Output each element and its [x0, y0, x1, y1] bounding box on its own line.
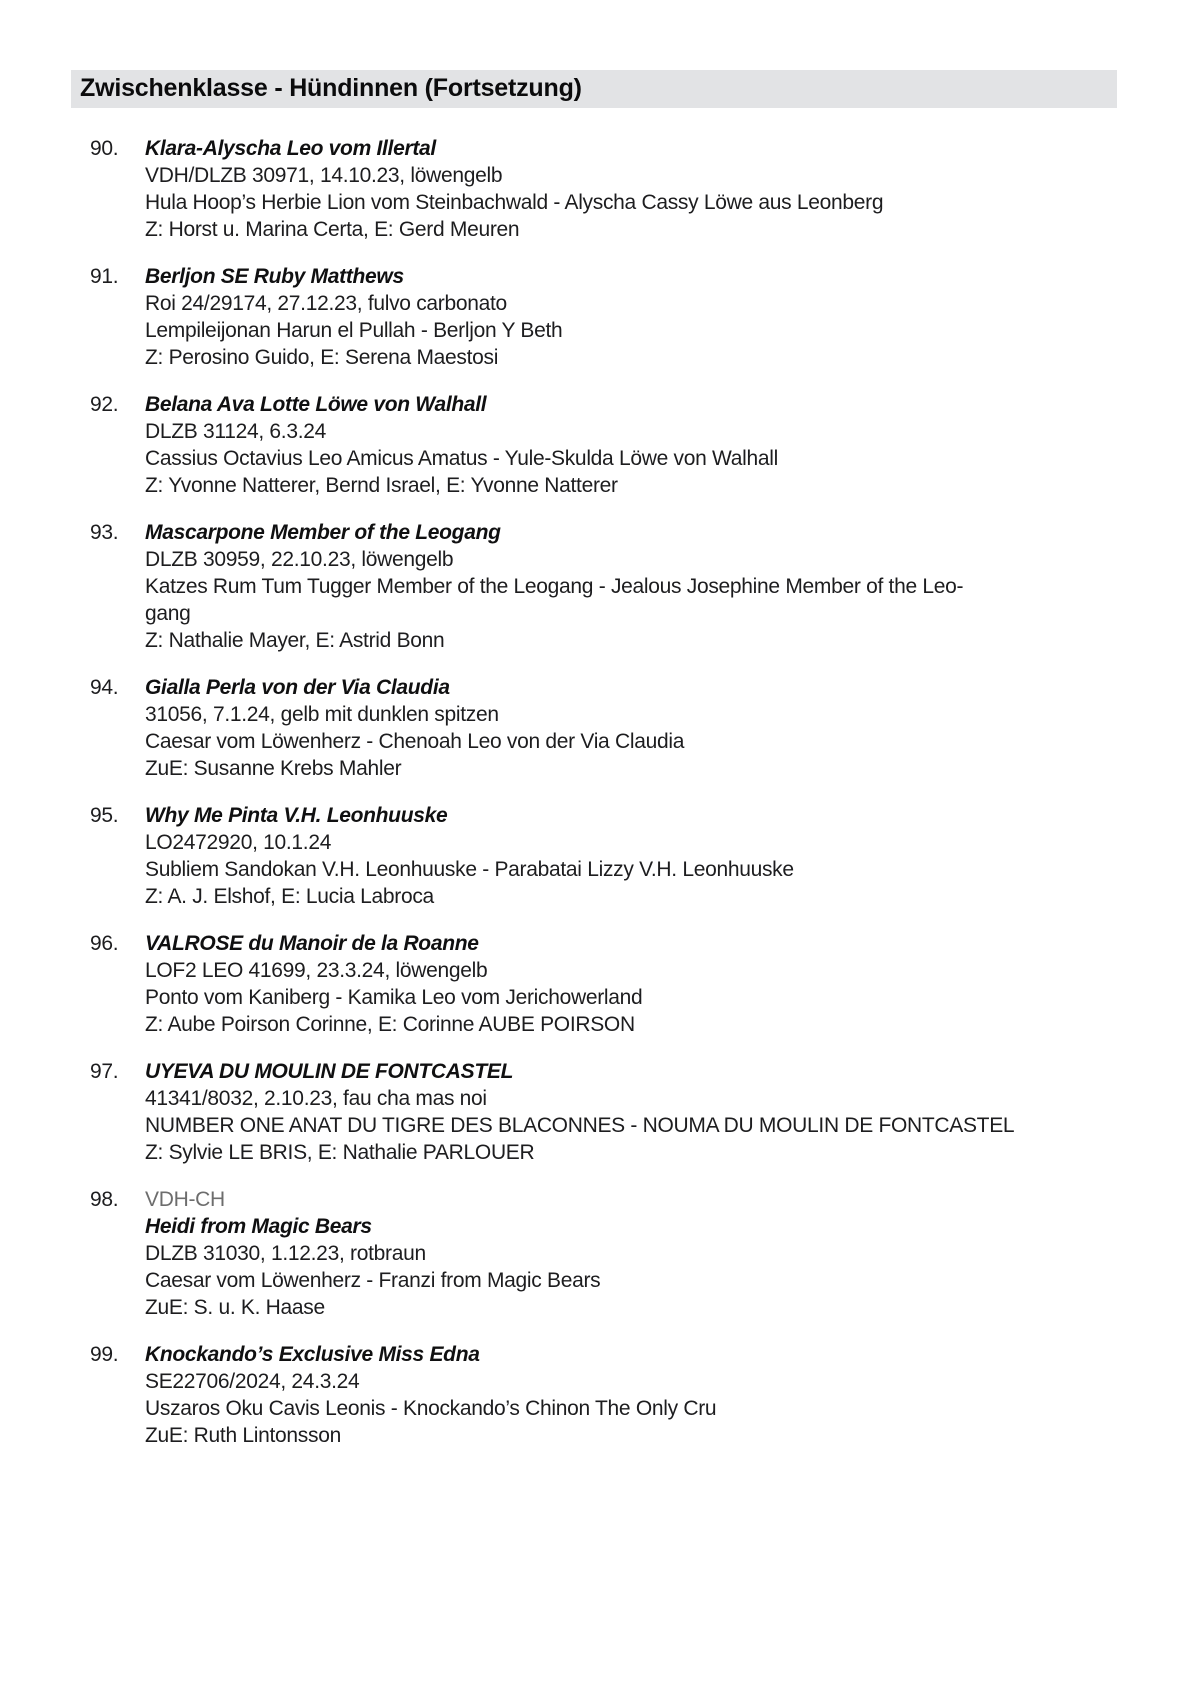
entry-title: Belana Ava Lotte Löwe von Walhall: [145, 393, 487, 416]
entry-line: Hula Hoop’s Herbie Lion vom Steinbachwald - Alyscha Cassy Löwe aus Leonberg: [145, 191, 884, 214]
entry-line: ZuE: Ruth Lintonsson: [145, 1424, 341, 1447]
entry-line: Z: A. J. Elshof, E: Lucia Labroca: [145, 885, 434, 908]
entry-body: [145, 391, 1130, 499]
entry-title: Why Me Pinta V.H. Leonhuuske: [145, 804, 448, 827]
entry-line: LOF2 LEO 41699, 23.3.24, löwengelb: [145, 959, 488, 982]
entry-line: Ponto vom Kaniberg - Kamika Leo vom Jerichowerland: [145, 986, 643, 1009]
entry-line: Katzes Rum Tum Tugger Member of the Leogang - Jealous Josephine Member of the Leo-: [145, 575, 964, 598]
entry-number: 99.: [90, 1343, 119, 1366]
entry-line: Lempileijonan Harun el Pullah - Berljon Y Beth: [145, 319, 563, 342]
entry-line: 31056, 7.1.24, gelb mit dunklen spitzen: [145, 703, 499, 726]
entry-row: [90, 519, 1136, 654]
entry-body: [145, 135, 1130, 243]
entry-number: 92.: [90, 393, 119, 416]
entry-line: VDH/DLZB 30971, 14.10.23, löwengelb: [145, 164, 503, 187]
entry-title: UYEVA DU MOULIN DE FONTCASTEL: [145, 1060, 514, 1083]
entry-number: 96.: [90, 932, 119, 955]
entry-row: [90, 1058, 1136, 1166]
section-header-title: Zwischenklasse - Hündinnen (Fortsetzung): [80, 74, 582, 102]
entry-line: Subliem Sandokan V.H. Leonhuuske - Parabatai Lizzy V.H. Leonhuuske: [145, 858, 794, 881]
entry-title: Gialla Perla von der Via Claudia: [145, 676, 450, 699]
entry-body: [145, 1186, 1130, 1321]
entry-pretitle: VDH-CH: [145, 1188, 225, 1211]
entry-line: Caesar vom Löwenherz - Franzi from Magic Bears: [145, 1269, 601, 1292]
entry-body: [145, 263, 1130, 371]
entry-row: [90, 135, 1136, 243]
entry-row: [90, 674, 1136, 782]
entry-line: Z: Nathalie Mayer, E: Astrid Bonn: [145, 629, 445, 652]
entry-number: 91.: [90, 265, 119, 288]
entry-number: 90.: [90, 137, 119, 160]
section-header: [71, 70, 1117, 108]
entry-line: Z: Perosino Guido, E: Serena Maestosi: [145, 346, 499, 369]
entry-line: SE22706/2024, 24.3.24: [145, 1370, 360, 1393]
entry-row: [90, 263, 1136, 371]
entry-line: Cassius Octavius Leo Amicus Amatus - Yule-Skulda Löwe von Walhall: [145, 447, 778, 470]
entry-line: ZuE: Susanne Krebs Mahler: [145, 757, 402, 780]
entry-row: [90, 1186, 1136, 1321]
entry-line: Z: Sylvie LE BRIS, E: Nathalie PARLOUER: [145, 1141, 535, 1164]
entry-line: DLZB 30959, 22.10.23, löwengelb: [145, 548, 454, 571]
entry-number: 97.: [90, 1060, 119, 1083]
entry-number: 98.: [90, 1188, 119, 1211]
entry-list: [90, 135, 1136, 1449]
entry-title: VALROSE du Manoir de la Roanne: [145, 932, 479, 955]
entry-body: [145, 1341, 1130, 1449]
entry-line: Z: Aube Poirson Corinne, E: Corinne AUBE POIRSON: [145, 1013, 635, 1036]
entry-row: [90, 1341, 1136, 1449]
entry-number: 95.: [90, 804, 119, 827]
entry-line: DLZB 31124, 6.3.24: [145, 420, 327, 443]
entry-row: [90, 802, 1136, 910]
entry-row: [90, 391, 1136, 499]
entry-body: [145, 1058, 1130, 1166]
entry-title: Heidi from Magic Bears: [145, 1215, 372, 1238]
entry-title: Berljon SE Ruby Matthews: [145, 265, 404, 288]
entry-line: Z: Yvonne Natterer, Bernd Israel, E: Yvonne Natterer: [145, 474, 618, 497]
entry-title: Klara-Alyscha Leo vom Illertal: [145, 137, 436, 160]
entry-number: 94.: [90, 676, 119, 699]
entry-line: DLZB 31030, 1.12.23, rotbraun: [145, 1242, 426, 1265]
entry-body: [145, 674, 1130, 782]
entry-title: Mascarpone Member of the Leogang: [145, 521, 501, 544]
entry-title: Knockando’s Exclusive Miss Edna: [145, 1343, 480, 1366]
entry-line: Uszaros Oku Cavis Leonis - Knockando’s Chinon The Only Cru: [145, 1397, 717, 1420]
entry-line: Z: Horst u. Marina Certa, E: Gerd Meuren: [145, 218, 520, 241]
entry-body: [145, 930, 1130, 1038]
entry-line: LO2472920, 10.1.24: [145, 831, 332, 854]
entry-row: [90, 930, 1136, 1038]
entry-body: [145, 519, 1130, 654]
entry-number: 93.: [90, 521, 119, 544]
entry-line: 41341/8032, 2.10.23, fau cha mas noi: [145, 1087, 487, 1110]
entry-body: [145, 802, 1130, 910]
entry-line: Caesar vom Löwenherz - Chenoah Leo von der Via Claudia: [145, 730, 685, 753]
entry-line: NUMBER ONE ANAT DU TIGRE DES BLACONNES - NOUMA DU MOULIN DE FONTCASTEL: [145, 1114, 1015, 1137]
entry-line: gang: [145, 602, 191, 625]
entry-line: Roi 24/29174, 27.12.23, fulvo carbonato: [145, 292, 507, 315]
entry-line: ZuE: S. u. K. Haase: [145, 1296, 325, 1319]
